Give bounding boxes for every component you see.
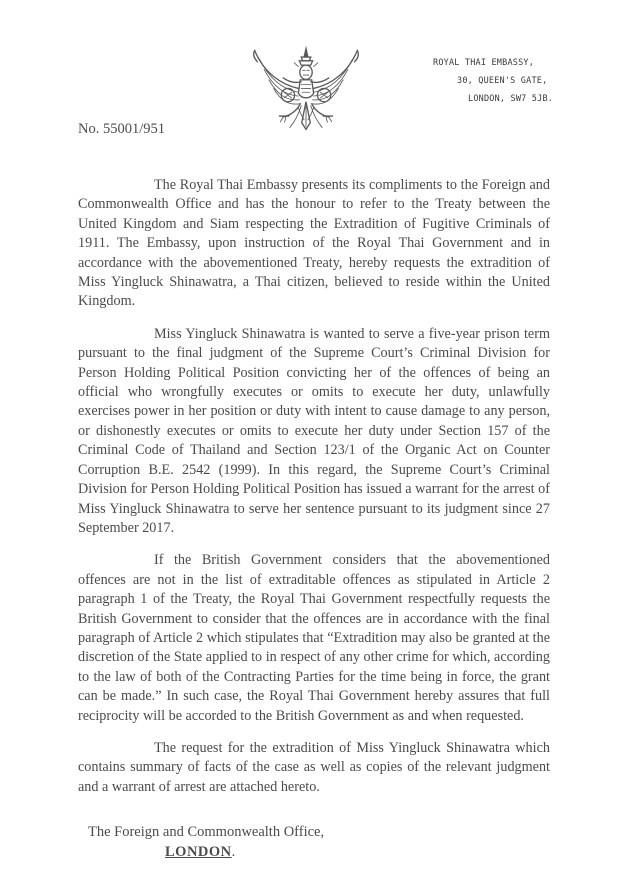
letterhead-line: 30, QUEEN'S GATE, [457,76,548,86]
paragraph-article-2-request: If the British Government considers that the abovementioned offences are not in the list of extraditable offences as stipulated in Article 2 paragraph 1 of the Treaty, the Royal Thai Government respectfully requests the British Government to consider that the offences are in accordance with the final paragraph of Article 2 which stipulates that “Extradition may also be granted at the discretion of the State applied to in respect of any other crime for which, according to the law of both of the Contracting Parties for the time being in force, the grant can be made.” In such case, the Royal Thai Government hereby assures that full reciprocity will be accorded to the British Government as and when requested. [78,552,550,724]
paragraph-compliments: The Royal Thai Embassy presents its compliments to the Foreign and Commonwealth Office and has the honour to refer to the Treaty between the United Kingdom and Siam respecting the Extradition of Fugitive Criminals of 1911. The Embassy, upon instruction of the Royal Thai Government and in accordance with the abovementioned Treaty, hereby requests the extradition of Miss Yingluck Shinawatra, a Thai citizen, believed to reside within the United Kingdom. [78,177,550,310]
addressee-city: LONDON [165,844,232,860]
garuda-emblem-icon [247,44,365,150]
letter-body [78,176,550,810]
embassy-letterhead [433,54,583,108]
reference-number: No. 55001/951 [78,121,165,137]
addressee-block [88,822,324,862]
addressee-city-period: . [231,844,236,860]
addressee-city-line [165,842,324,862]
paragraph-attachments: The request for the extradition of Miss Yingluck Shinawatra which contains summary of facts of the case as well as copies of the relevant judgment and a warrant of arrest are attached hereto. [78,739,550,795]
paragraph-sentence-details: Miss Yingluck Shinawatra is wanted to serve a five-year prison term pursuant to the final judgment of the Supreme Court’s Criminal Division for Person Holding Political Position convicting her of the offences of being an official who wrongfully executes or omits to execute her duty, unlawfully exercises power in her position or duty with intent to cause damage to any person, or dishonestly executes or omits to execute her duty under Section 157 of the Criminal Code of Thailand and Section 123/1 of the Organic Act on Counter Corruption B.E. 2542 (1999). In this regard, the Supreme Court’s Criminal Division for Person Holding Political Position has issued a warrant for the arrest of Miss Yingluck Shinawatra to serve her sentence pursuant to its judgment since 27 September 2017. [78,325,550,536]
letterhead-line: ROYAL THAI EMBASSY, [433,58,535,68]
letterhead-line: LONDON, SW7 5JB. [468,94,554,104]
addressee-recipient: The Foreign and Commonwealth Office, [88,824,325,840]
